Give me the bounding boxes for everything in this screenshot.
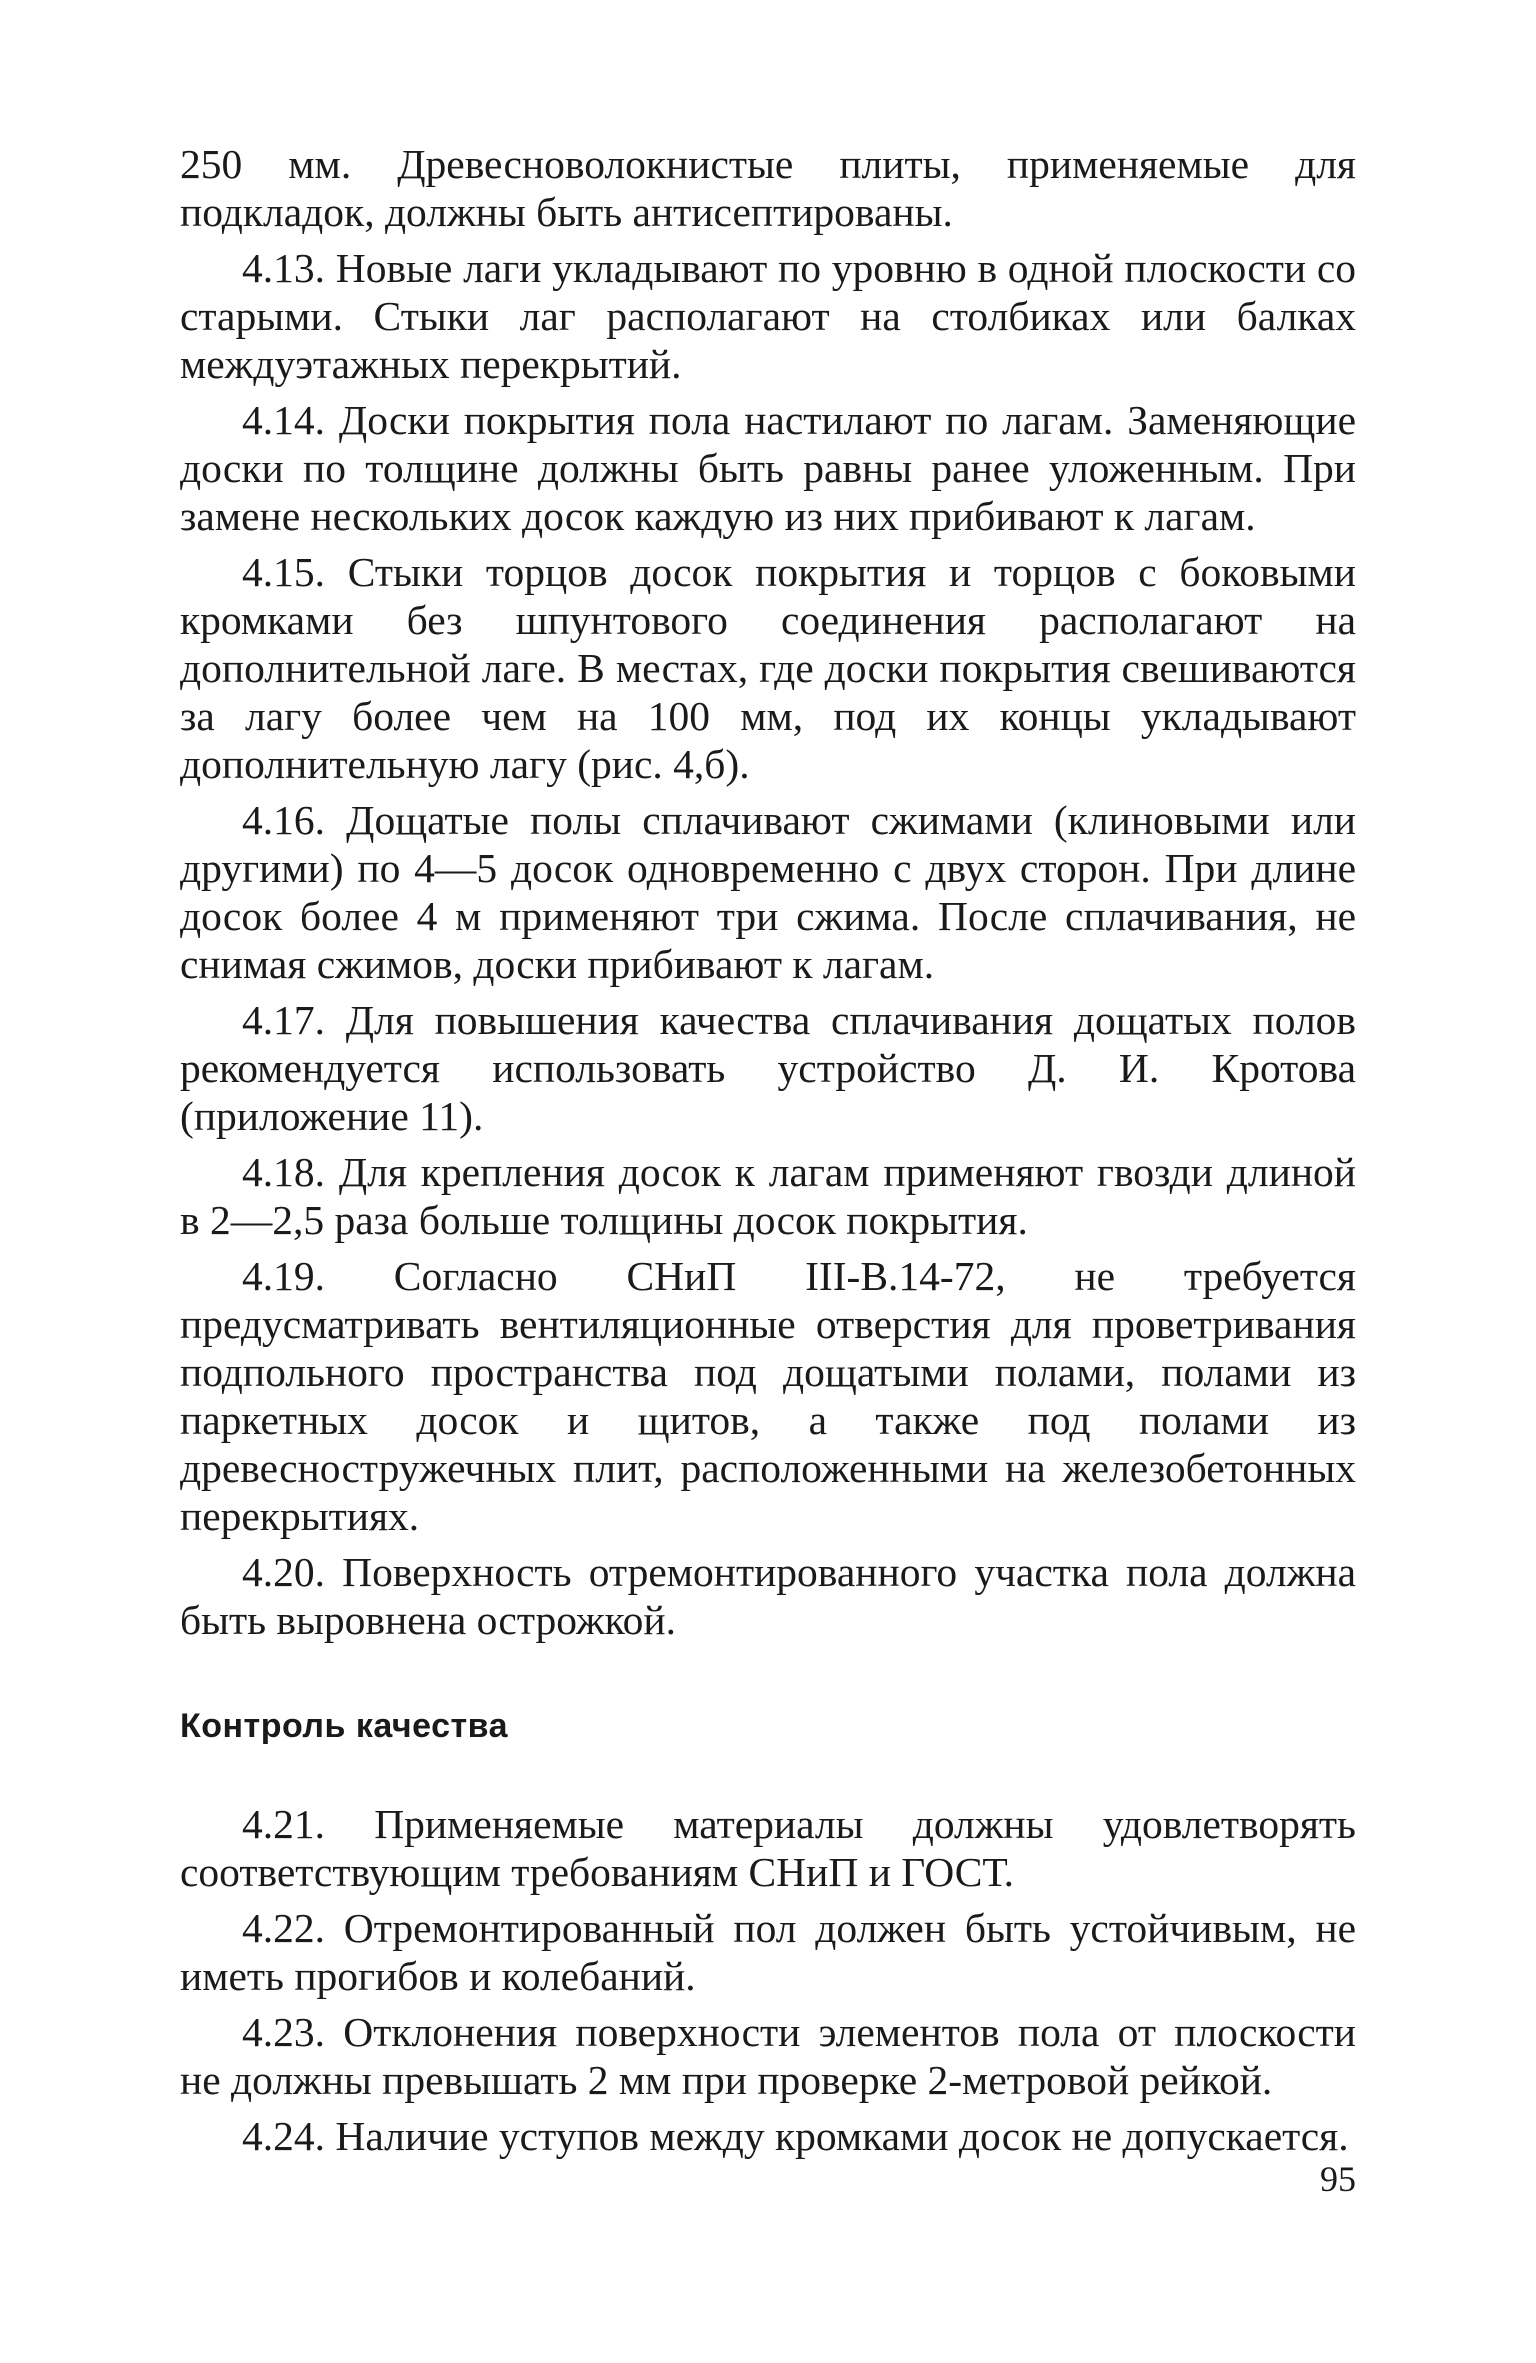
- paragraph-4-16: 4.16. Дощатые полы сплачивают сжимами (клиновыми или другими) по 4—5 досок одновременно с двух сторон. При длине досок более 4 м применяют три сжима. После сплачивания, не снимая сжимов, доски прибивают к лагам.: [180, 797, 1356, 987]
- paragraph-4-21: 4.21. Применяемые материалы должны удовлетворять соответствующим требованиям СНиП и ГОСТ.: [180, 1801, 1356, 1895]
- paragraph: 250 мм. Древесноволокнистые плиты, применяемые для подкладок, должны быть антисептированы.: [180, 141, 1356, 235]
- paragraphs-bottom: [180, 1800, 1356, 2160]
- paragraphs-top: [180, 140, 1356, 1644]
- section-heading: Контроль качества: [180, 1707, 509, 1745]
- paragraph-4-13: 4.13. Новые лаги укладывают по уровню в одной плоскости со старыми. Стыки лаг располагают на столбиках или балках междуэтажных перекрытий.: [180, 245, 1356, 387]
- paragraph-4-23: 4.23. Отклонения поверхности элементов пола от плоскости не должны превышать 2 мм при проверке 2-метровой рейкой.: [180, 2009, 1356, 2103]
- paragraph-4-14: 4.14. Доски покрытия пола настилают по лагам. Заменяющие доски по толщине должны быть равны ранее уложенным. При замене нескольких досок каждую из них прибивают к лагам.: [180, 397, 1356, 539]
- paragraph-4-24: 4.24. Наличие уступов между кромками досок не допускается.: [242, 2113, 1349, 2159]
- paragraph-4-22: 4.22. Отремонтированный пол должен быть устойчивым, не иметь прогибов и колебаний.: [180, 1905, 1356, 1999]
- document-page: [180, 140, 1356, 2168]
- paragraph-4-18: 4.18. Для крепления досок к лагам применяют гвозди длиной в 2—2,5 раза больше толщины досок покрытия.: [180, 1149, 1356, 1243]
- paragraph-4-17: 4.17. Для повышения качества сплачивания дощатых полов рекомендуется использовать устройство Д. И. Кротова (приложение 11).: [180, 997, 1356, 1139]
- page-number: 95: [1320, 2159, 1356, 2199]
- paragraph-4-19: 4.19. Согласно СНиП III-В.14-72, не требуется предусматривать вентиляционные отверстия для проветривания подпольного пространства под дощатыми полами, полами из паркетных досок и щитов, а также под полами из древесностружечных плит, расположенными на железобетонных перекрытиях.: [180, 1253, 1356, 1539]
- paragraph-4-15: 4.15. Стыки торцов досок покрытия и торцов с боковыми кромками без шпунтового соединения располагают на дополнительной лаге. В местах, где доски покрытия свешиваются за лагу более чем на 100 мм, под их концы укладывают дополнительную лагу (рис. 4,б).: [180, 549, 1356, 787]
- paragraph-4-20: 4.20. Поверхность отремонтированного участка пола должна быть выровнена острожкой.: [180, 1549, 1356, 1643]
